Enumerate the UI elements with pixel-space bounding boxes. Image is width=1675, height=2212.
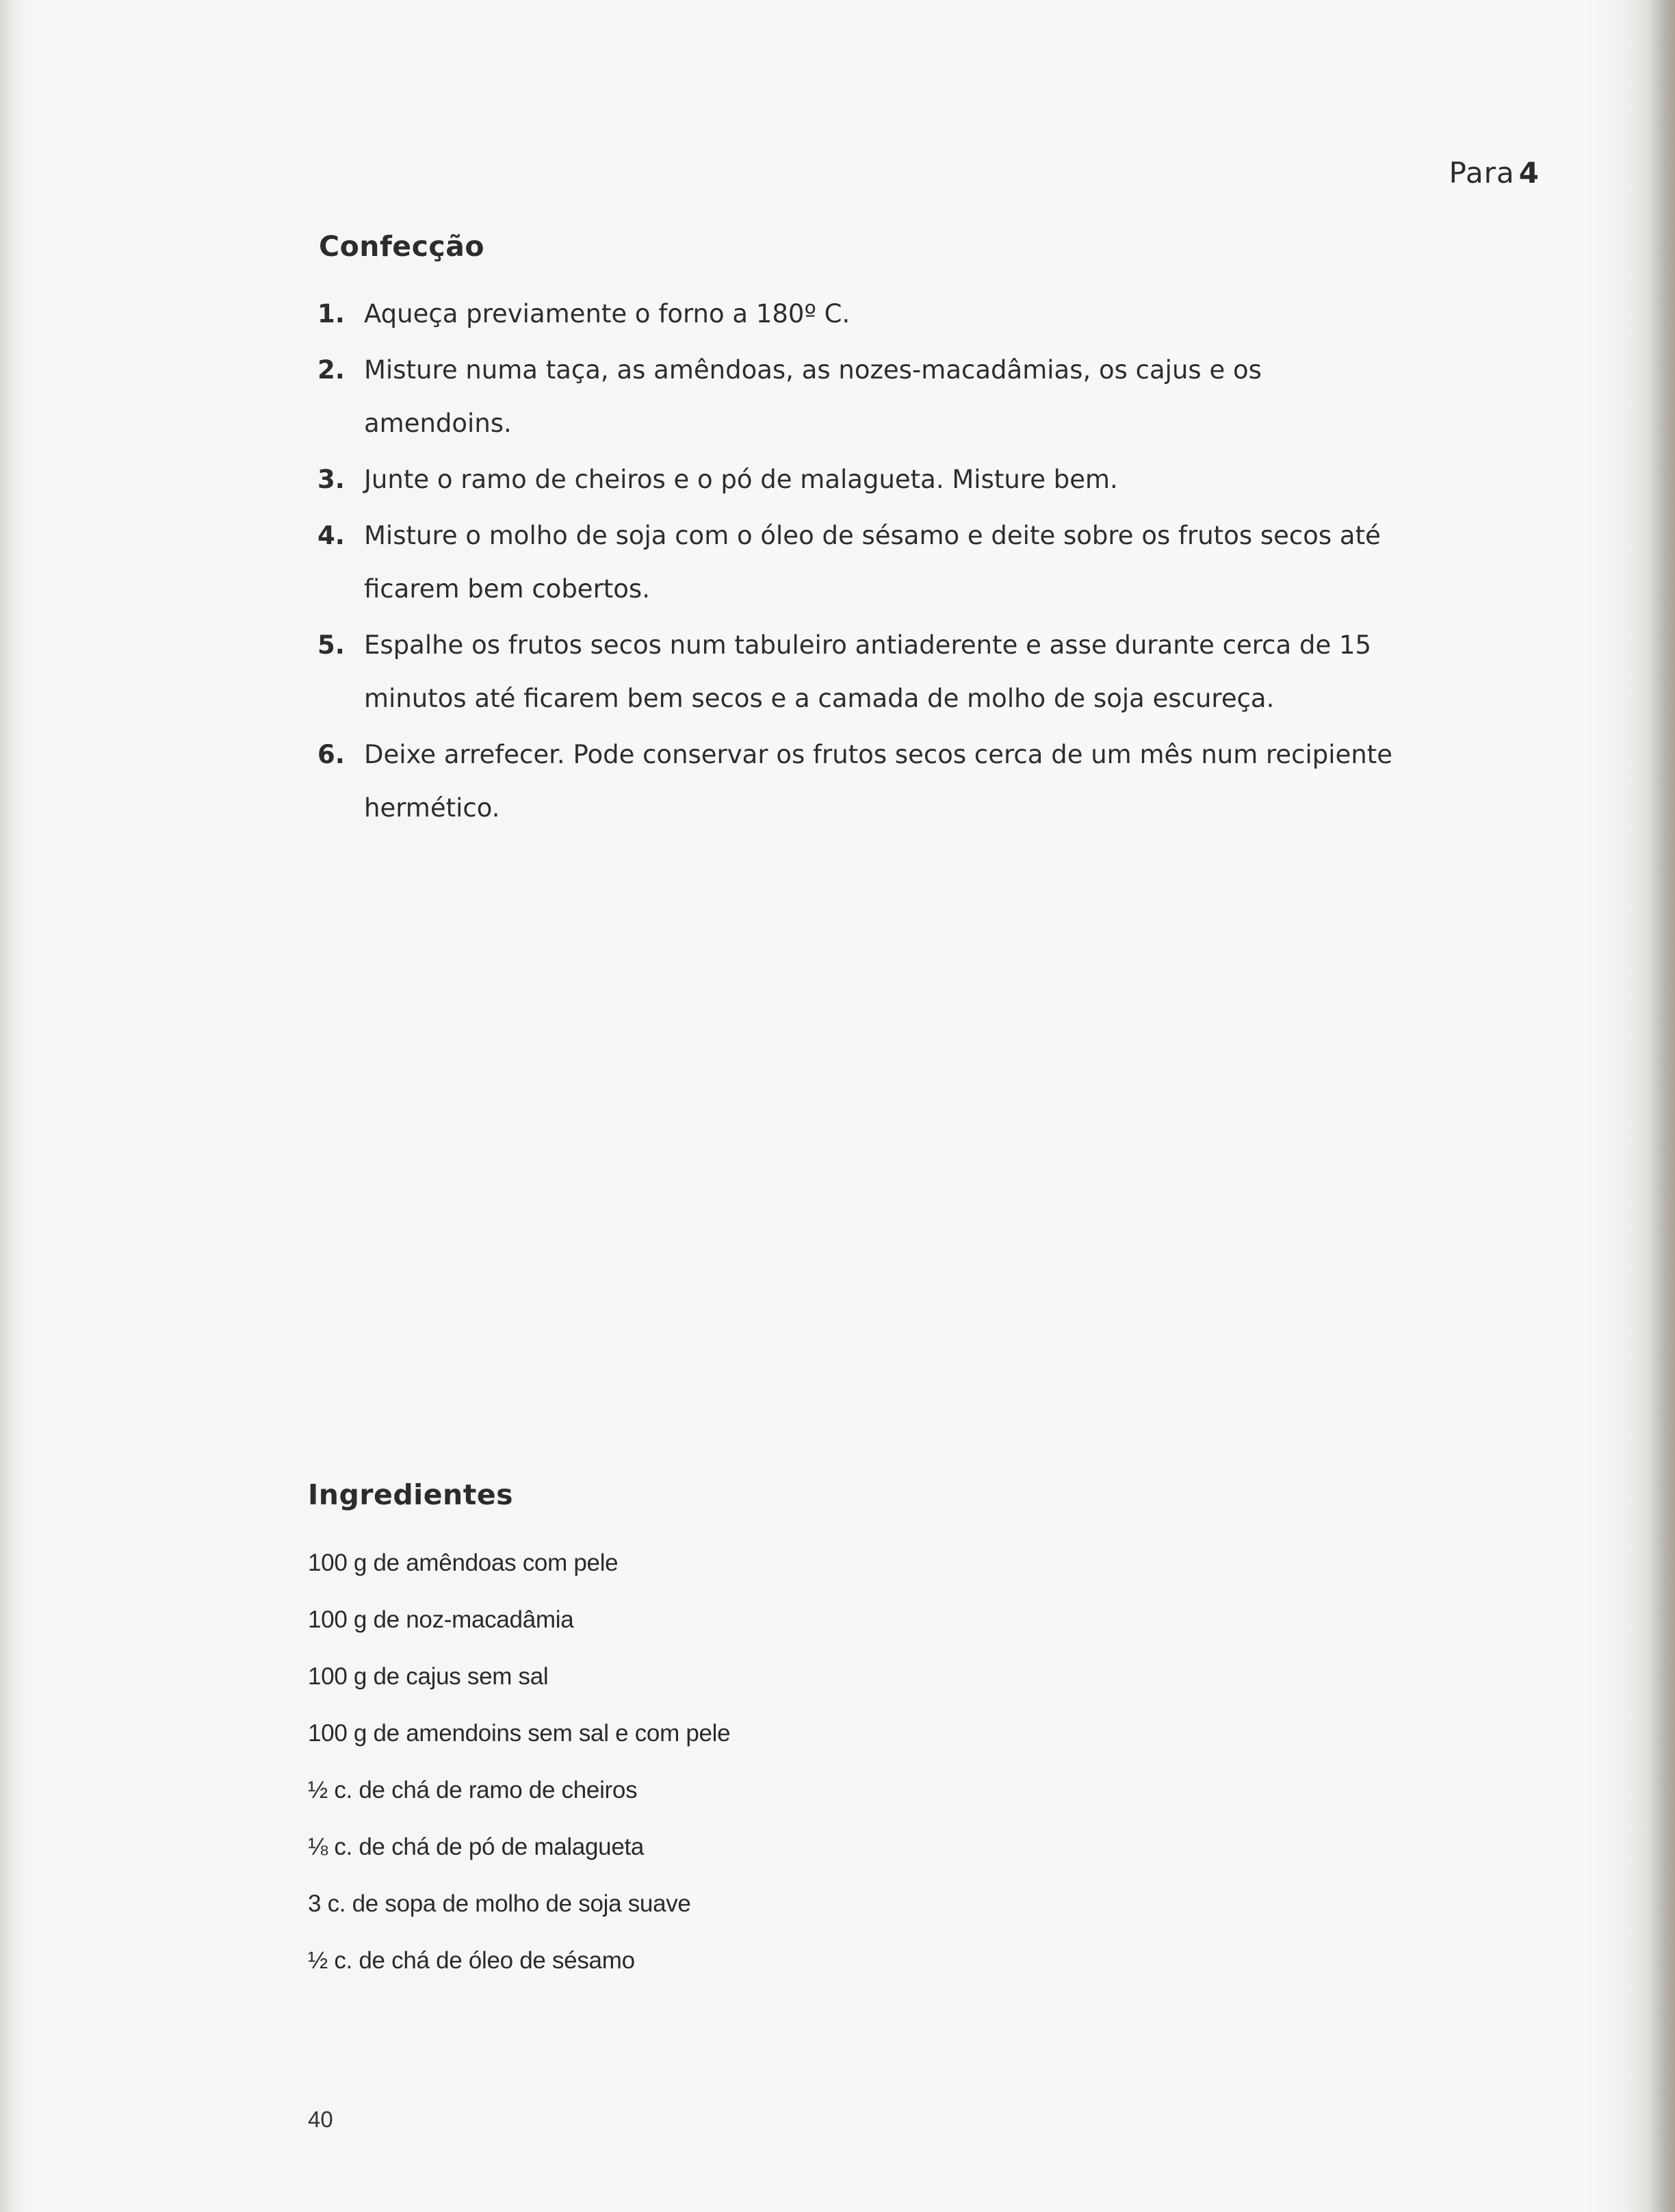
ingredient-item: 100 g de noz-macadâmia bbox=[308, 1606, 574, 1633]
step-item bbox=[317, 619, 1412, 725]
ingredient-item: ⅛ c. de chá de pó de malagueta bbox=[308, 1834, 645, 1860]
ingredient-item: 100 g de amêndoas com pele bbox=[308, 1549, 619, 1576]
step-number: 2. bbox=[317, 355, 345, 385]
ingredient-item: ½ c. de chá de ramo de cheiros bbox=[308, 1777, 638, 1803]
step-text: Junte o ramo de cheiros e o pó de malagueta. Misture bem. bbox=[364, 465, 1118, 494]
step-item bbox=[317, 287, 1412, 341]
step-number: 4. bbox=[317, 521, 345, 550]
ingredients-list bbox=[308, 1534, 730, 1989]
step-item bbox=[317, 453, 1412, 506]
ingredient-item: 100 g de amendoins sem sal e com pele bbox=[308, 1720, 731, 1747]
step-number: 6. bbox=[317, 740, 345, 769]
step-text: Misture numa taça, as amêndoas, as nozes-macadâmias, os cajus e os amendoins. bbox=[364, 355, 1262, 438]
servings-label: Para bbox=[1449, 156, 1515, 190]
step-number: 1. bbox=[317, 299, 345, 329]
step-text: Aqueça previamente o forno a 180º C. bbox=[364, 299, 851, 329]
ingredient-item: 100 g de cajus sem sal bbox=[308, 1663, 549, 1690]
step-item bbox=[317, 509, 1412, 616]
servings-indicator bbox=[1449, 156, 1540, 190]
preparation-steps bbox=[317, 287, 1412, 838]
preparation-title: Confecção bbox=[319, 230, 485, 263]
step-number: 3. bbox=[317, 465, 345, 494]
step-text: Deixe arrefecer. Pode conservar os frutos secos cerca de um mês num recipiente hermético. bbox=[364, 740, 1393, 823]
step-item bbox=[317, 728, 1412, 835]
page-edge-shadow bbox=[1648, 0, 1675, 2212]
step-text: Espalhe os frutos secos num tabuleiro antiaderente e asse durante cerca de 15 minutos até ficarem bem secos e a camada de molho de soja escureça. bbox=[364, 630, 1372, 713]
ingredient-item: 3 c. de sopa de molho de soja suave bbox=[308, 1890, 691, 1917]
ingredients-title: Ingredientes bbox=[308, 1478, 514, 1511]
step-text: Misture o molho de soja com o óleo de sésamo e deite sobre os frutos secos até ficarem bem cobertos. bbox=[364, 521, 1381, 604]
servings-count: 4 bbox=[1518, 156, 1540, 190]
step-item bbox=[317, 344, 1412, 450]
ingredient-item: ½ c. de chá de óleo de sésamo bbox=[308, 1947, 635, 1974]
page-number: 40 bbox=[308, 2107, 333, 2132]
step-number: 5. bbox=[317, 630, 345, 660]
